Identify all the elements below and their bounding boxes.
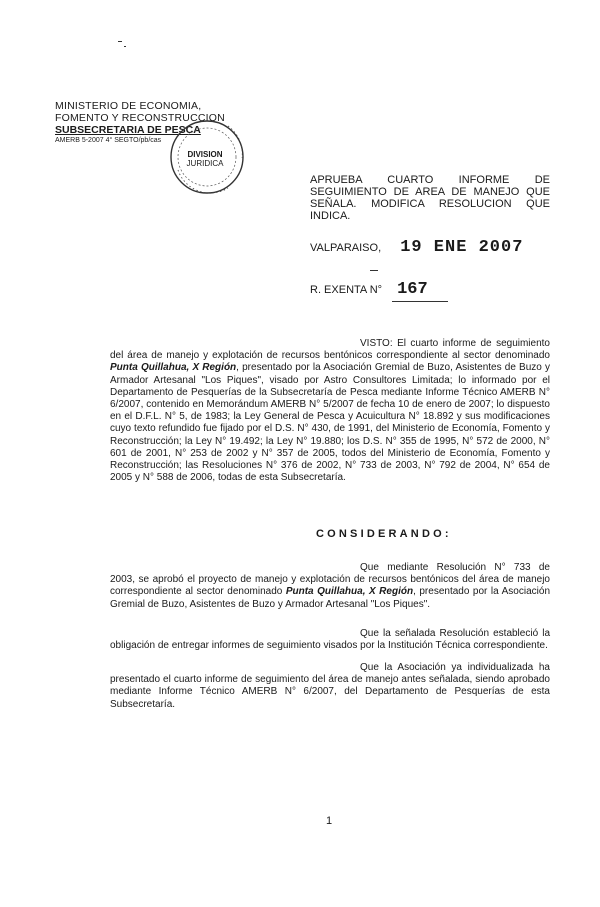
page-number: 1 [326, 815, 333, 827]
date-place: VALPARAISO, [310, 242, 382, 254]
subject-line: APRUEBA CUARTO INFORME DE [310, 174, 550, 186]
considerando-text-cont: , presentado por la Asociación Gremial de Buzo, Asistentes de Buzo y Armador Artesanal "Los Piques". [110, 586, 551, 610]
subsecretaria-name: SUBSECRETARIA DE PESCA [55, 124, 201, 136]
seal-label [182, 150, 228, 168]
date-line [310, 238, 523, 257]
considerando-title: CONSIDERANDO: [316, 528, 452, 540]
resolution-subject [310, 174, 550, 222]
subject-line: SEGUIMIENTO DE AREA DE MANEJO QUE [310, 186, 550, 198]
considerando-text: Que mediante Resolución N° 733 de 2003, se aprobó el proyecto de manejo y explotación de recursos bentónicos del área de manejo correspondiente al sector denominado [110, 562, 550, 598]
seal-unit: JURIDICA [186, 159, 224, 168]
resolution-number: 167 [397, 280, 428, 299]
subject-line: SEÑALA. MODIFICA RESOLUCION QUE [310, 198, 550, 210]
number-underline [392, 301, 448, 302]
ministry-name: MINISTERIO DE ECONOMIA, [55, 100, 202, 112]
considerando-place: Punta Quillahua, X Región [285, 586, 414, 598]
visto-paragraph [110, 338, 550, 484]
ministry-subname: FOMENTO Y RECONSTRUCCION [55, 112, 225, 124]
mark-dash [370, 270, 378, 271]
considerando-paragraph-3: Que la Asociación ya individualizada ha presentado el cuarto informe de seguimiento del área de manejo antes señalada, siendo aprobado mediante Informe Técnico AMERB N° 6/2007, del Departamento de Pesquerías de esta Subsecretaría. [110, 662, 550, 710]
visto-text-cont: , presentado por la Asociación Gremial de Buzo, Asistentes de Buzo y Armador Artesanal "Los Piques", visado por Astro Consultores Limitada; lo informado por el Departamento de Pesquerías de la Subsecretaría de Pesca mediante Informe Técnico AMERB N° 6/2007, contenido en Memorándum AMERB N° 5/2007 de fecha 10 de enero de 2007; lo dispuesto en el D.F.L. N° 5, de 1983; la Ley General de Pesca y Acuicultura N° 18.892 y sus modificaciones cuyo texto refundido fue fijado por el D.S. N° 430, de 1991, del Ministerio de Economía, Fomento y Reconstrucción; la Ley N° 19.492; la Ley N° 19.880; los D.S. N° 355 de 1995, N° 572 de 2000, N° 601 de 2001, N° 253 de 2002 y N° 357 de 2005, todos del Ministerio de Economía, Fomento y Reconstrucción; las Resoluciones N° 376 de 2002, N° 733 de 2003, N° 792 de 2004, N° 654 de 2005 y N° 588 de 2006, todas de esta Subsecretaría. [110, 362, 551, 484]
visto-text: VISTO: El cuarto informe de seguimiento del área de manejo y explotación de recursos bentónicos correspondiente al sector denominado [110, 338, 550, 362]
resolution-label: R. EXENTA N° [310, 284, 383, 296]
considerando-paragraph-1 [110, 562, 550, 611]
date-stamp: 19 ENE 2007 [400, 238, 524, 257]
subject-line: INDICA. [310, 210, 351, 222]
resolution-number-line [310, 280, 428, 299]
document-reference: AMERB 5-2007 4° SEGTO/pb/cas [55, 137, 162, 144]
scan-speck [118, 41, 122, 42]
scan-speck [124, 46, 126, 47]
seal-division: DIVISION [187, 150, 223, 159]
considerando-paragraph-2: Que la señalada Resolución estableció la obligación de entregar informes de seguimiento visados por la Institución Técnica correspondiente. [110, 628, 550, 652]
visto-place: Punta Quillahua, X Región [110, 362, 237, 374]
